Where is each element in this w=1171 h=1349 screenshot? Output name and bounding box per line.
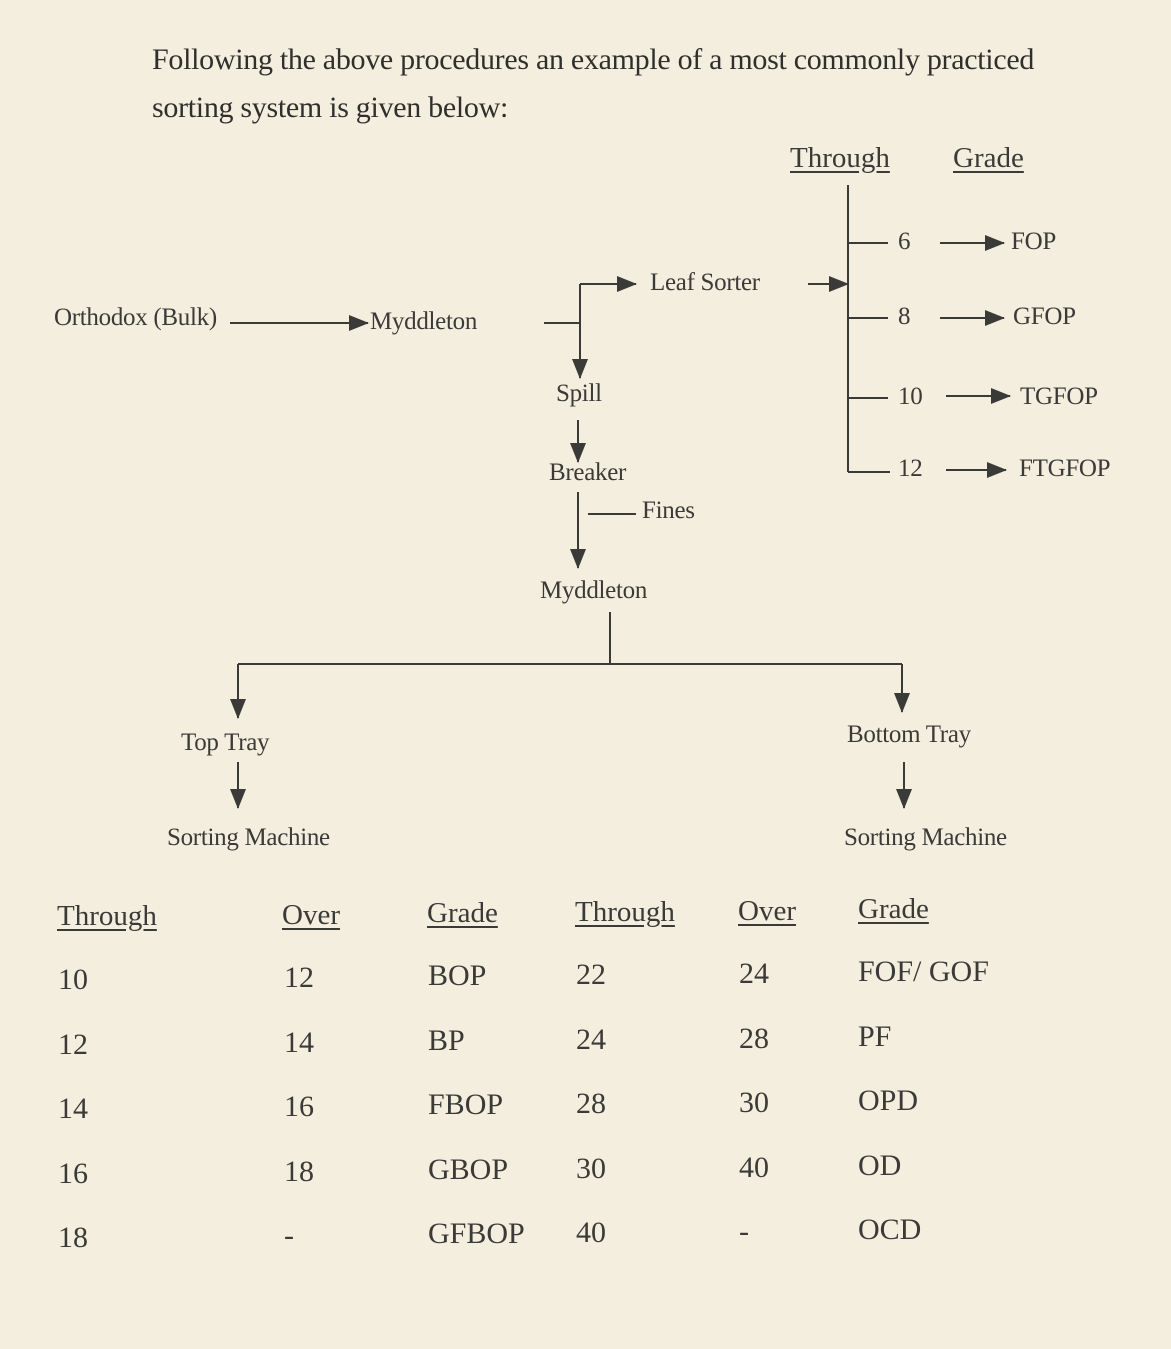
table-cell: BP (428, 1024, 465, 1057)
table-cell: 12 (284, 961, 314, 994)
table-header-through-2: Through (575, 896, 675, 928)
table-header-over-2: Over (738, 895, 796, 927)
table-cell: 14 (58, 1092, 88, 1125)
table-cell: 24 (739, 957, 769, 990)
grade-tree-header-through: Through (790, 142, 890, 174)
table-cell: OCD (858, 1213, 922, 1246)
node-myddleton-top: Myddleton (370, 308, 478, 335)
table-cell: 16 (284, 1090, 314, 1123)
table-cell: 24 (576, 1023, 606, 1056)
node-myddleton-mid: Myddleton (540, 577, 648, 604)
table-cell: 18 (58, 1221, 88, 1254)
table-cell: FOF/ GOF (858, 955, 989, 988)
table-cell: 18 (284, 1155, 314, 1188)
table-header-grade: Grade (427, 897, 498, 929)
grade-tree-grade: GFOP (1013, 303, 1076, 330)
node-spill: Spill (556, 380, 602, 407)
table-cell: 28 (739, 1022, 769, 1055)
table-cell: 12 (58, 1028, 88, 1061)
node-orthodox-bulk: Orthodox (Bulk) (54, 304, 217, 331)
node-sorting-machine-left: Sorting Machine (167, 824, 330, 851)
table-cell: 22 (576, 958, 606, 991)
table-cell: GFBOP (428, 1217, 525, 1250)
grade-tree-header-grade: Grade (953, 142, 1024, 174)
intro-line-1: Following the above procedures an example of a most commonly practiced (152, 43, 1035, 76)
table-cell: - (739, 1215, 749, 1248)
table-cell: GBOP (428, 1153, 509, 1186)
node-leaf-sorter: Leaf Sorter (650, 269, 760, 296)
table-cell: OD (858, 1149, 902, 1182)
table-cell: 14 (284, 1026, 314, 1059)
table-cell: 16 (58, 1157, 88, 1190)
grade-tree-through: 12 (898, 455, 923, 482)
table-cell: 40 (739, 1151, 769, 1184)
table-cell: 30 (576, 1152, 606, 1185)
table-cell: OPD (858, 1084, 919, 1117)
node-bottom-tray: Bottom Tray (847, 721, 971, 748)
grade-tree-grade: TGFOP (1020, 383, 1098, 410)
table-cell: 40 (576, 1216, 606, 1249)
table-header-over: Over (282, 899, 340, 931)
table-cell: - (284, 1219, 294, 1252)
table-cell: 10 (58, 963, 88, 996)
table-cell: 30 (739, 1086, 769, 1119)
node-top-tray: Top Tray (181, 729, 270, 756)
grade-tree-through: 8 (898, 303, 911, 330)
grade-tree-through: 10 (898, 383, 923, 410)
node-breaker: Breaker (549, 459, 627, 486)
table-cell: PF (858, 1020, 892, 1053)
table-cell: FBOP (428, 1088, 504, 1121)
grade-tree-grade: FOP (1011, 228, 1056, 255)
grade-tree-through: 6 (898, 228, 911, 255)
table-header-grade-2: Grade (858, 893, 929, 925)
intro-line-2: sorting system is given below: (152, 91, 508, 124)
grade-tree-grade: FTGFOP (1019, 455, 1111, 482)
node-fines: Fines (642, 497, 695, 524)
node-sorting-machine-right: Sorting Machine (844, 824, 1007, 851)
table-header-through: Through (57, 900, 157, 932)
table-cell: 28 (576, 1087, 606, 1120)
table-cell: BOP (428, 959, 487, 992)
